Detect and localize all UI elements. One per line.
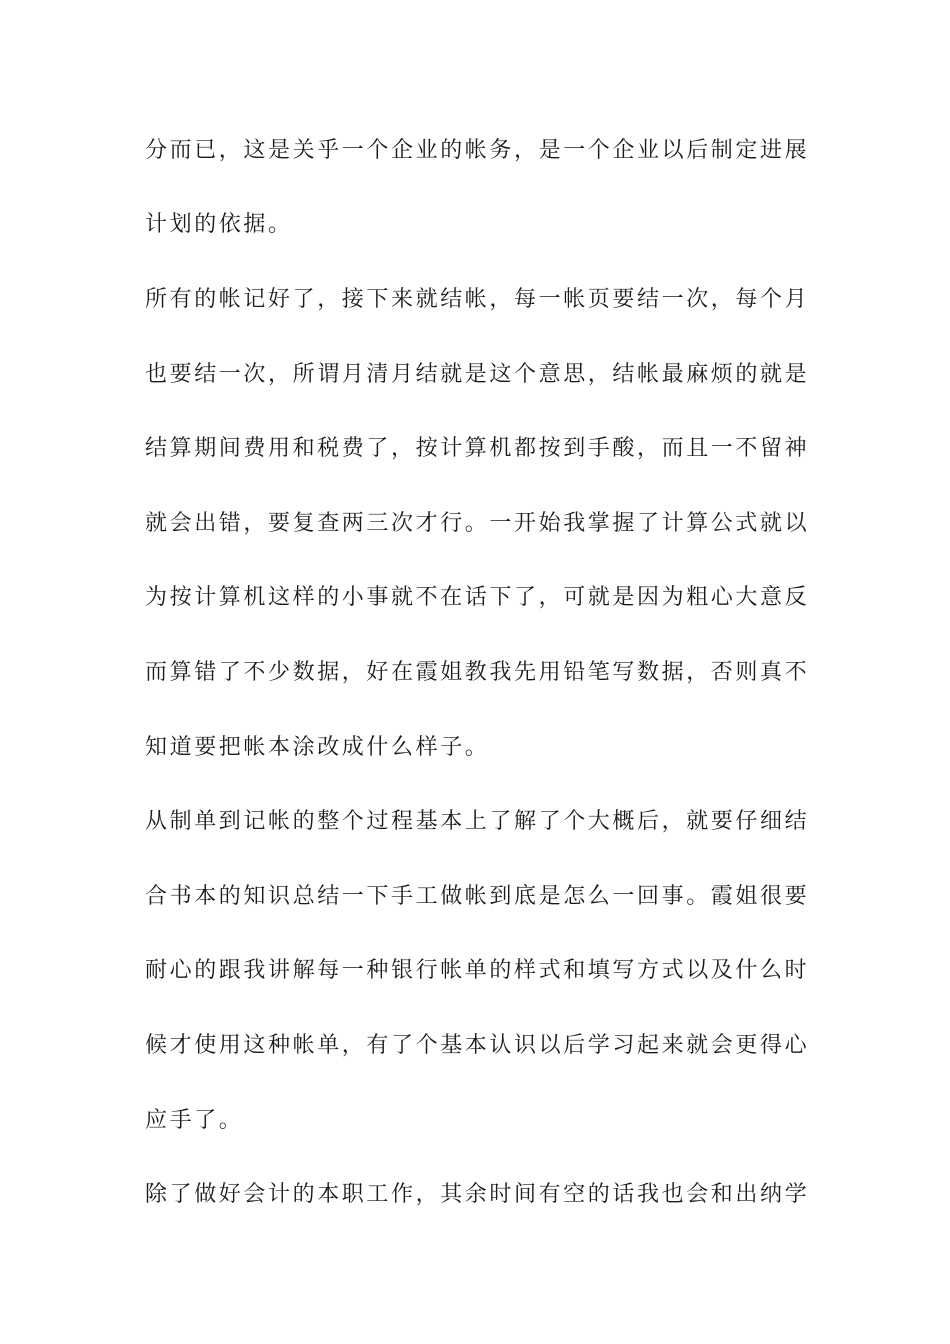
text-line: 从制单到记帐的整个过程基本上了解了个大概后，就要仔细结 bbox=[145, 809, 810, 834]
text-line: 除了做好会计的本职工作，其余时间有空的话我也会和出纳学 bbox=[145, 1182, 810, 1207]
text-line: 耐心的跟我讲解每一种银行帐单的样式和填写方式以及什么时 bbox=[145, 958, 810, 983]
text-line: 合书本的知识总结一下手工做帐到底是怎么一回事。霞姐很要 bbox=[145, 884, 810, 909]
text-line: 结算期间费用和税费了，按计算机都按到手酸，而且一不留神 bbox=[145, 436, 810, 461]
text-line: 而算错了不少数据，好在霞姐教我先用铅笔写数据，否则真不 bbox=[145, 660, 810, 685]
text-line: 分而已，这是关乎一个企业的帐务，是一个企业以后制定进展 bbox=[145, 138, 810, 163]
text-line: 为按计算机这样的小事就不在话下了，可就是因为粗心大意反 bbox=[145, 585, 810, 610]
text-line: 所有的帐记好了，接下来就结帐，每一帐页要结一次，每个月 bbox=[145, 287, 810, 312]
text-line: 计划的依据。 bbox=[145, 212, 293, 237]
text-line: 知道要把帐本涂改成什么样子。 bbox=[145, 735, 490, 760]
text-line: 应手了。 bbox=[145, 1108, 244, 1133]
text-line: 就会出错，要复查两三次才行。一开始我掌握了计算公式就以 bbox=[145, 511, 810, 536]
text-line: 候才使用这种帐单，有了个基本认识以后学习起来就会更得心 bbox=[145, 1033, 810, 1058]
text-line: 也要结一次，所谓月清月结就是这个意思，结帐最麻烦的就是 bbox=[145, 362, 810, 387]
